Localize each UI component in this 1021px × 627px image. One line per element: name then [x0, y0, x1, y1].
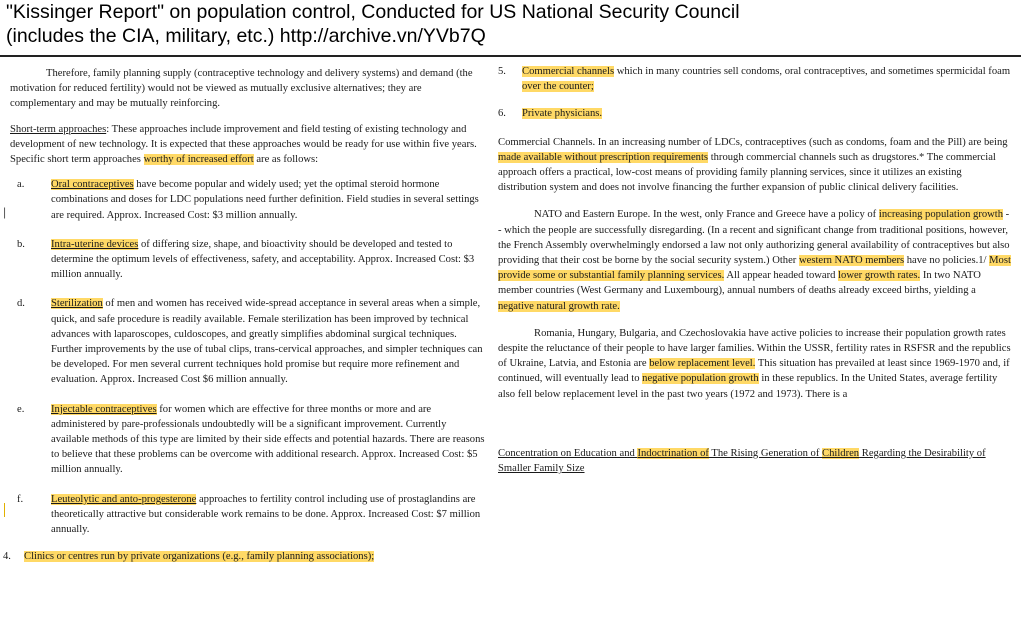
eastern-europe-paragraph: Romania, Hungary, Bulgaria, and Czechoslovakia have active policies to increase their population growth rates despite the reluctance of their people to have larger families. Within the USSR, fertility rates in RSFSR and the republics of Ukraine, Latvia, and Estonia are below replacement level. This situation has prevailed at least since 1969-1970 and, if continued, will eventually lead to negative population growth in these republics. In the United States, average fertility also fell below replacement level in the past two years (1972 and 1973). There is a [498, 327, 1011, 400]
highlight: Children [822, 447, 860, 459]
highlight: below replacement level. [649, 358, 756, 370]
list-item-leuteolytic: f. Leuteolytic and anto-progesterone approaches to fertility control including use of prostaglandins are theoretically attractive but considerable work remains to be done. Approx. Increased Cost: $7 million annually. [17, 493, 481, 536]
nato-paragraph: NATO and Eastern Europe. In the west, only France and Greece have a policy of increasing population growth -- which the people are successfully disregarding. (In a recent and significant change from traditional positions, however, the French Assembly overwhelmingly endorsed a law not only authorizing general availability of contraceptives but also providing that their cost be borne by the social security system.) Other western NATO members have no policies.1/ Most provide some or substantial family planning services. All appear headed toward lower growth rates. In two NATO member countries (West Germany and Luxembourg), annual numbers of deaths already exceed births, yielding a negative natural growth rate. [498, 209, 1011, 312]
highlight: Private physicians. [522, 108, 603, 120]
header-divider [0, 55, 1021, 57]
highlight: increasing population growth [878, 209, 1004, 221]
highlight: Leuteolytic and anto-progesterone [51, 493, 197, 505]
right-column [498, 64, 1012, 476]
highlight: Clinics or centres run by private organizations (e.g., family planning associations); [24, 551, 375, 563]
list-item-injectable: e. Injectable contraceptives for women which are effective for three months or more and are administered by pare-professionals undoubtedly will be a significant improvement. Currently available methods of this type are limited by their side effects and potential hazards. There are reasons to believe that these problems can be overcome with additional research. Approx. Increased Cost: $5 million annually. [17, 403, 485, 476]
highlight: Most provide some or substantial family planning services. [498, 255, 1011, 282]
margin-highlight-mark [4, 503, 5, 517]
margin-mark: | [3, 205, 7, 219]
highlight: western NATO members [798, 255, 905, 267]
highlight: Intra-uterine devices [51, 238, 139, 250]
list-item-clinics: 4. Clinics or centres run by private organizations (e.g., family planning associations); [3, 551, 375, 563]
highlight: Injectable contraceptives [51, 403, 157, 415]
list-item-physicians: 6. Private physicians. [498, 108, 603, 120]
highlight: over the counter; [522, 81, 594, 93]
highlight: Indoctrination of [637, 447, 709, 459]
header-title-line: "Kissinger Report" on population control, Conducted for US National Security Council [6, 1, 740, 23]
highlight: Commercial channels [522, 66, 615, 77]
highlight: negative population growth [642, 373, 759, 385]
short-term-label: Short-term approaches [10, 123, 107, 135]
highlight: lower growth rates. [838, 270, 921, 282]
short-term-paragraph: Short-term approaches: These approaches include improvement and field testing of existing technology and development of new technology. It is expected that these approaches would be ready for use within five years. Specific short term approaches worthy of increased effort are as follows: [10, 123, 477, 166]
page-header [6, 0, 1014, 48]
highlight: worthy of increased effort [143, 154, 254, 166]
list-item-commercial: 5. Commercial channels which in many countries sell condoms, oral contraceptives, and sometimes spermicidal foam over the counter; [498, 66, 1011, 93]
highlight: made available without prescription requirements [498, 151, 709, 163]
list-item-iud: b. Intra-uterine devices of differing size, shape, and bioactivity should be developed and tested to determine the optimum levels of effectiveness, safety, and acceptability. Approx. Increased Cost: $3 million annually. [17, 238, 475, 281]
highlight: negative natural growth rate. [498, 300, 620, 312]
header-subtitle-line: (includes the CIA, military, etc.) http://archive.vn/YVb7Q [6, 25, 486, 47]
left-column [3, 66, 486, 564]
intro-paragraph: Therefore, family planning supply (contraceptive technology and delivery systems) and demand (the motivation for reduced fertility) would not be viewed as mutually exclusive alternatives; they are complementary and may be mutually reinforcing. [10, 68, 473, 110]
list-item-oral: a. Oral contraceptives have become popular and widely used; yet the optimal steroid hormone combinations and doses for LDC populations need further definition. Field studies in several settings are required. Approx. Increased Cost: $3 million annually. [17, 179, 479, 221]
highlight: Sterilization [51, 298, 103, 310]
list-item-sterilization: d. Sterilization of men and women has received wide-spread acceptance in several areas when a simple, quick, and safe procedure is readily available. Female sterilization has been improved by technical advances with laparoscopes, culdoscopes, and greatly simplifies abdominal surgical techniques. Further improvements by the use of tubal clips, trans-cervical approaches, and simpler techniques can be developed. For men several current techniques hold promise but require more refinement and evaluation. Approx. Increased Cost $6 million annually. [17, 298, 483, 386]
commercial-channels-paragraph: Commercial Channels. In an increasing number of LDCs, contraceptives (such as condoms, foam and the Pill) are being made available without prescription requirements through commercial channels such as drugstores.* The commercial approach offers a practical, low-cost means of providing family planning services, since it utilizes an existing distribution system and does not involve financing the further expansion of public clinical delivery facilities. [498, 136, 1008, 194]
section-heading: Concentration on Education and Indoctrination of The Rising Generation of Children Regarding the Desirability of Smaller Family Size [498, 447, 986, 475]
highlight: Oral contraceptives [51, 179, 134, 191]
